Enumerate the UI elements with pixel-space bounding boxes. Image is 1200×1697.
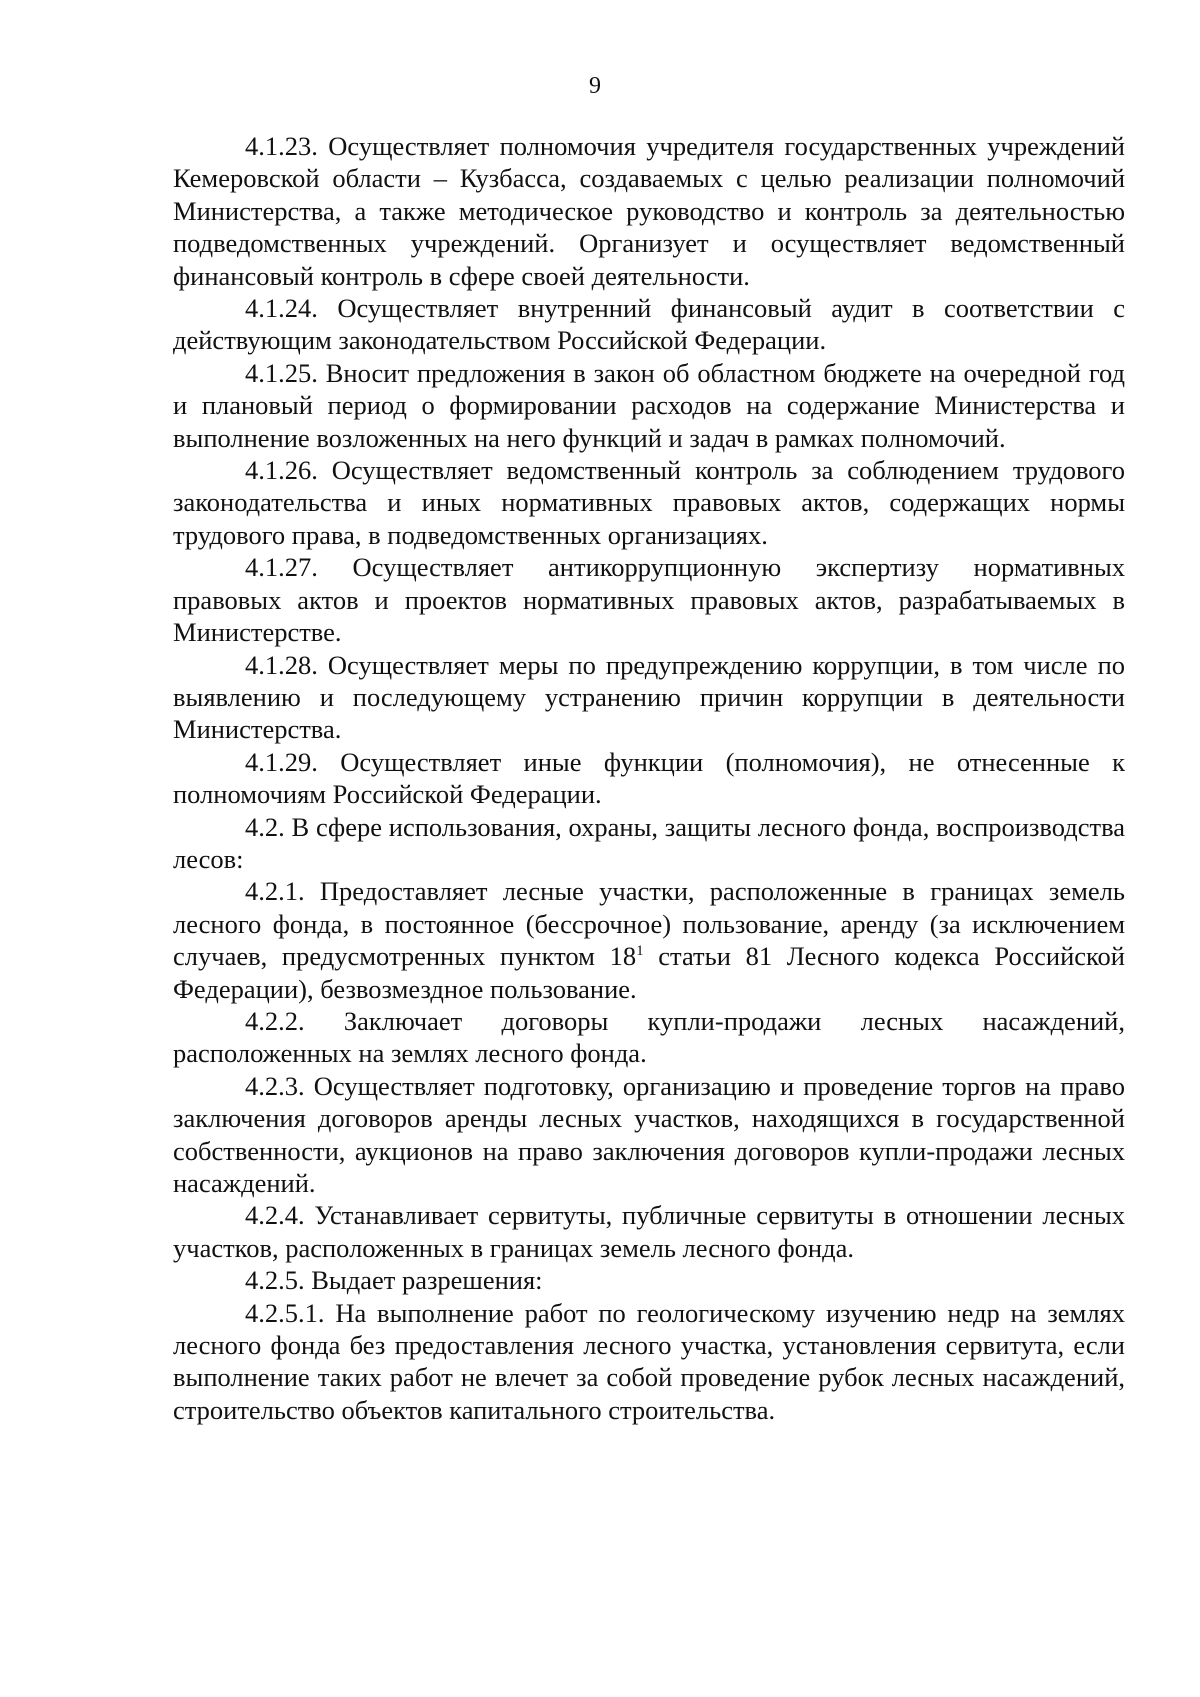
- paragraph-4-1-27: 4.1.27. Осуществляет антикоррупционную экспертизу нормативных правовых актов и проектов нормативных правовых актов, разрабатываемых в Министерстве.: [173, 552, 1125, 648]
- paragraph-4-1-23: 4.1.23. Осуществляет полномочия учредителя государственных учреждений Кемеровской области – Кузбасса, создаваемых с целью реализации полномочий Министерства, а также методическое руководство и контроль за деятельностью подведомственных учреждений. Организует и осуществляет ведомственный финансовый контроль в сфере своей деятельности.: [173, 131, 1125, 291]
- paragraph-4-2-1: [173, 875, 1125, 1005]
- paragraph-4-2-1-text-after: статьи 81 Лесного кодекса Российской Федерации), безвозмездное пользование.: [173, 941, 1125, 1004]
- superscript-footnote-mark: 1: [636, 943, 644, 960]
- paragraph-4-2-3: 4.2.3. Осуществляет подготовку, организацию и проведение торгов на право заключения договоров аренды лесных участков, находящихся в государственной собственности, аукционов на право заключения договоров купли-продажи лесных насаждений.: [173, 1070, 1125, 1198]
- page-number: 9: [589, 73, 601, 99]
- paragraph-4-1-26: 4.1.26. Осуществляет ведомственный контроль за соблюдением трудового законодательства и иных нормативных правовых актов, содержащих нормы трудового права, в подведомственных организациях.: [173, 455, 1125, 550]
- paragraph-4-2-1-text-before: 4.2.1. Предоставляет лесные участки, расположенные в границах земель лесного фонда, в постоянное (бессрочное) пользование, аренду (за исключением случаев, предусмотренных пунктом 18: [173, 876, 1125, 972]
- paragraph-4-2: 4.2. В сфере использования, охраны, защиты лесного фонда, воспроизводства лесов:: [173, 811, 1125, 874]
- paragraph-4-1-29: 4.1.29. Осуществляет иные функции (полномочия), не отнесенные к полномочиям Российской Федерации.: [173, 746, 1125, 810]
- paragraph-4-1-25: 4.1.25. Вносит предложения в закон об областном бюджете на очередной год и плановый период о формировании расходов на содержание Министерства и выполнение возложенных на него функций и задач в рамках полномочий.: [173, 357, 1125, 453]
- paragraph-4-2-4: 4.2.4. Устанавливает сервитуты, публичные сервитуты в отношении лесных участков, расположенных в границах земель лесного фонда.: [173, 1200, 1125, 1263]
- document-body: [173, 130, 1125, 1426]
- paragraph-4-1-24: 4.1.24. Осуществляет внутренний финансовый аудит в соответствии с действующим законодательством Российской Федерации.: [173, 293, 1125, 356]
- paragraph-4-2-5: 4.2.5. Выдает разрешения:: [245, 1265, 543, 1296]
- paragraph-4-2-2: 4.2.2. Заключает договоры купли-продажи лесных насаждений, расположенных на землях лесного фонда.: [173, 1005, 1125, 1069]
- paragraph-4-2-5-1: 4.2.5.1. На выполнение работ по геологическому изучению недр на землях лесного фонда без предоставления лесного участка, установления сервитута, если выполнение таких работ не влечет за собой проведение рубок лесных насаждений, строительство объектов капитального строительства.: [173, 1297, 1125, 1425]
- paragraph-4-1-28: 4.1.28. Осуществляет меры по предупреждению коррупции, в том числе по выявлению и последующему устранению причин коррупции в деятельности Министерства.: [173, 649, 1125, 745]
